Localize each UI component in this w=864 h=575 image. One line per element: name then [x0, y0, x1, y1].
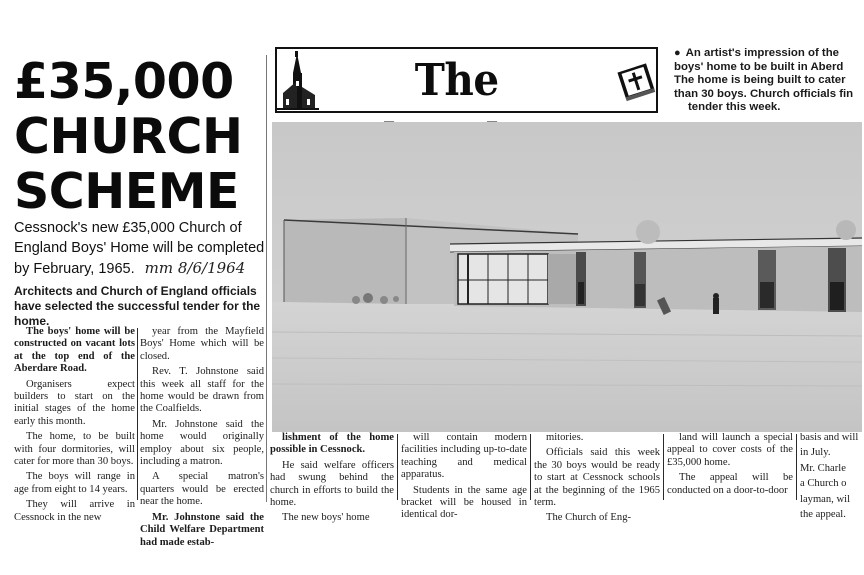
article-column-2 [140, 326, 264, 548]
article-column-4 [401, 432, 527, 521]
article-paragraph: The boys' home will be constructed on vacant lots at the top end of the Aberdare Road. [14, 326, 135, 375]
article-paragraph: They will arrive in Cessnock in the new [14, 499, 135, 523]
handwritten-date-note: mm 8/6/1964 [144, 259, 246, 277]
article-paragraph: mitories. [546, 432, 584, 443]
banner-title: The [414, 55, 499, 106]
article-paragraph: The home, to be built with four dormitories, will cater for more than 30 boys. [14, 431, 135, 468]
article-paragraph: The appeal will be conducted on a door-to-door [667, 472, 793, 496]
headline-line-1: £35,000 [14, 53, 234, 110]
headline-line-2: CHURCH [14, 108, 243, 165]
headline [14, 54, 264, 219]
article-paragraph: year from the Mayfield Boys' Home which will be closed. [140, 326, 264, 362]
article-paragraph: The boys will range in age from eight to 14 years. [14, 471, 135, 495]
article-paragraph: He said welfare officers had swung behind the church in efforts to build the home. [270, 459, 394, 509]
article-column-1 [14, 326, 135, 523]
standfirst [14, 218, 266, 279]
bullet-icon: ● [674, 47, 681, 59]
article-column-5 [534, 432, 660, 524]
article-paragraph: Officials said this week the 30 boys would be ready to start at Cessnock schools at the beginning of the 1965 term. [534, 447, 660, 509]
column-rule [796, 434, 797, 500]
article-paragraph: Rev. T. Johnstone said this week all staff for the home would be drawn from the Coalfields. [140, 366, 264, 415]
column-rule [663, 434, 664, 500]
article-paragraph: the appeal. [800, 509, 846, 521]
column-rule [530, 434, 531, 500]
caption-line: than 30 boys. Church officials fin [674, 87, 854, 100]
church-spire-icon [277, 51, 319, 111]
article-paragraph: A special matron's quarters would be erected near the home. [140, 471, 264, 508]
caption-line: ● An artist's impression of the [674, 47, 840, 59]
article-paragraph: basis and will [800, 432, 859, 443]
article-column-3 [270, 432, 394, 524]
article-paragraph: Mr. Charle [800, 462, 846, 474]
article-paragraph: a Church o [800, 478, 847, 490]
section-banner [275, 47, 658, 113]
intro-paragraph: Architects and Church of England officials have selected the successful tender for the home. [14, 284, 261, 328]
caption-line: tender this week. [688, 101, 781, 113]
column-rule [137, 328, 138, 500]
photo-caption [674, 47, 864, 115]
article-column-6 [667, 432, 793, 502]
article-paragraph: land will launch a special appeal to cover costs of the £35,000 home. [667, 432, 793, 468]
article-paragraph: will contain modern facilities including up-to-date teaching and medical apparatus. [401, 432, 527, 481]
building-illustration [272, 122, 862, 432]
caption-line: boys' home to be built in Aberd [674, 60, 844, 73]
bible-cross-icon [615, 59, 659, 103]
article-paragraph: Organisers expect builders to start on the initial stages of the home early this month. [14, 378, 135, 427]
article-column-7 [800, 432, 862, 521]
article-paragraph: layman, wil [800, 493, 851, 505]
standfirst-text: Cessnock's new £35,000 Church of England Boys' Home will be completed by February, 1965. [14, 220, 265, 277]
article-paragraph: Mr. Johnstone said the Child Welfare Department had made estab- [140, 511, 264, 548]
article-paragraph: lishment of the home possible in Cessnock. [270, 432, 394, 456]
headline-line-3: SCHEME [14, 163, 239, 220]
article-paragraph: Students in the same age bracket will be housed in identical dor- [401, 484, 527, 521]
article-paragraph: The new boys' home [282, 512, 370, 524]
column-rule [397, 434, 398, 500]
caption-line: The home is being built to cater [674, 74, 846, 86]
article-paragraph: The Church of Eng- [546, 512, 632, 524]
column-rule [266, 55, 267, 502]
article-paragraph: Mr. Johnstone said the home would originally employ about six people, including a matron. [140, 418, 264, 468]
architect-drawing-image [272, 122, 862, 432]
article-paragraph: in July. [800, 447, 831, 459]
